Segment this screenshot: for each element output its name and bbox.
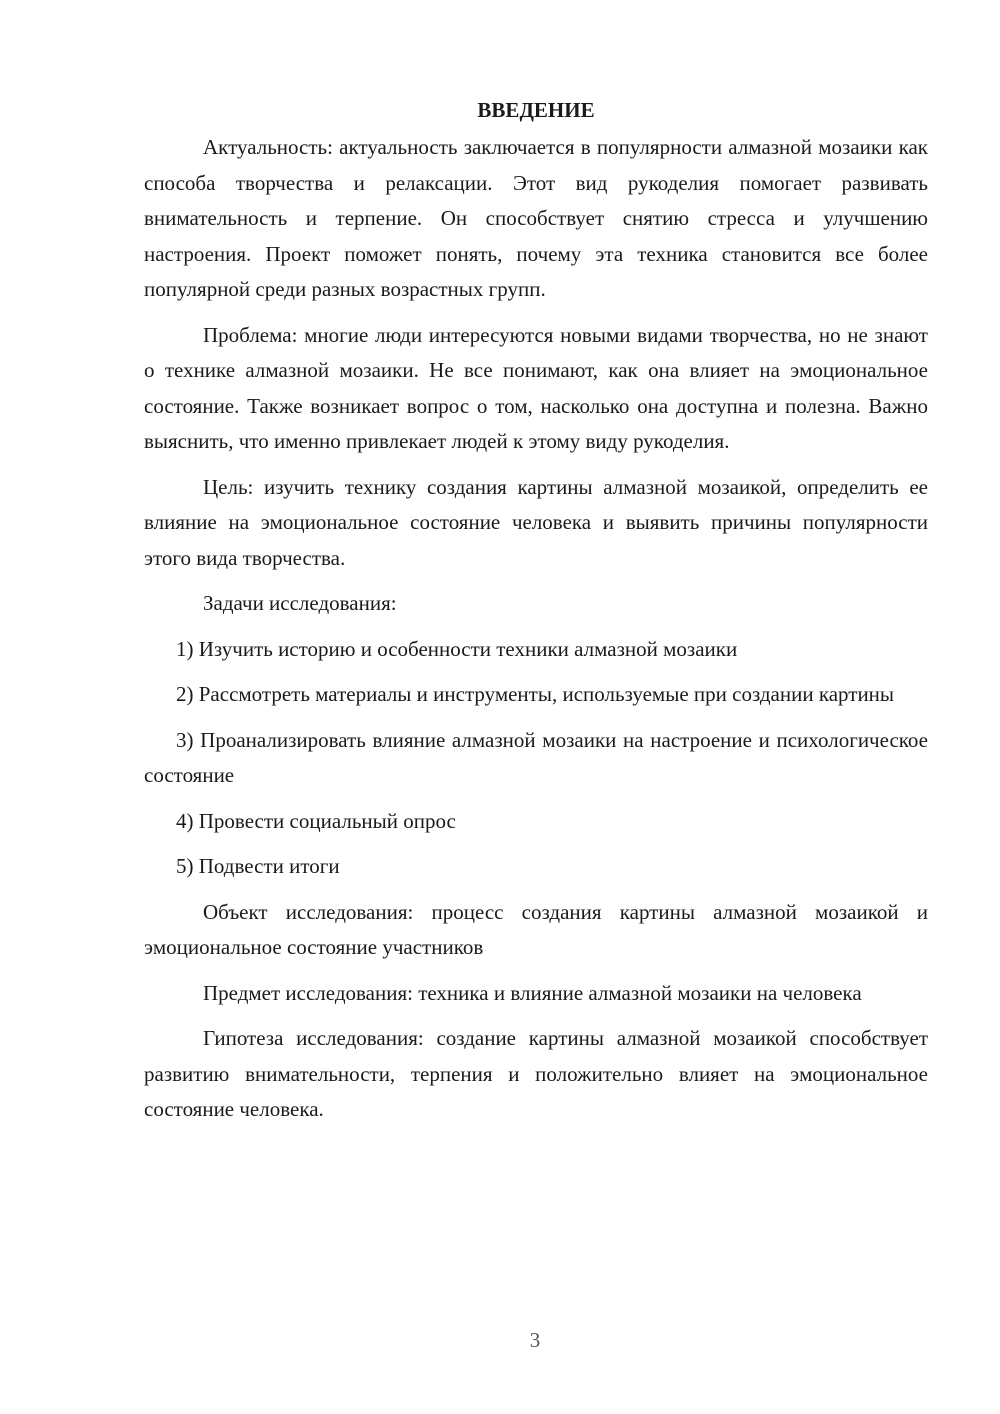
task-item: 2) Рассмотреть материалы и инструменты, используемые при создании картины xyxy=(176,682,895,706)
page-number: 3 xyxy=(529,1328,541,1352)
task-item: 3) Проанализировать влияние алмазной мозаики на настроение и психологическое состояние xyxy=(144,727,928,787)
document-page xyxy=(144,93,928,1138)
problem-paragraph: Проблема: многие люди интересуются новыми видами творчества, но не знают о технике алмазной мозаики. Не все понимают, как она влияет на эмоциональное состояние. Также возникает вопрос о том, насколько она доступна и полезна. Важно выяснить, что именно привлекает людей к этому виду рукоделия. xyxy=(144,322,928,453)
task-item: 5) Подвести итоги xyxy=(176,854,340,878)
relevance-paragraph: Актуальность: актуальность заключается в популярности алмазной мозаики как способа творчества и релаксации. Этот вид рукоделия помогает развивать внимательность и терпение. Он способствует снятию стресса и улучшению настроения. Проект поможет понять, почему эта техника становится все более популярной среди разных возрастных групп. xyxy=(144,135,928,301)
subject-paragraph: Предмет исследования: техника и влияние алмазной мозаики на человека xyxy=(203,980,862,1005)
hypothesis-paragraph: Гипотеза исследования: создание картины алмазной мозаикой способствует развитию внимательности, терпения и положительно влияет на эмоциональное состояние человека. xyxy=(144,1026,928,1121)
task-item: 4) Провести социальный опрос xyxy=(176,808,456,833)
section-title: ВВЕДЕНИЕ xyxy=(477,98,595,122)
task-item: 1) Изучить историю и особенности техники алмазной мозаики xyxy=(176,636,738,661)
goal-paragraph: Цель: изучить технику создания картины алмазной мозаикой, определить ее влияние на эмоциональное состояние человека и выявить причины популярности этого вида творчества. xyxy=(144,474,928,570)
object-paragraph: Объект исследования: процесс создания картины алмазной мозаикой и эмоциональное состояние участников xyxy=(144,899,928,959)
tasks-heading: Задачи исследования: xyxy=(203,591,397,615)
